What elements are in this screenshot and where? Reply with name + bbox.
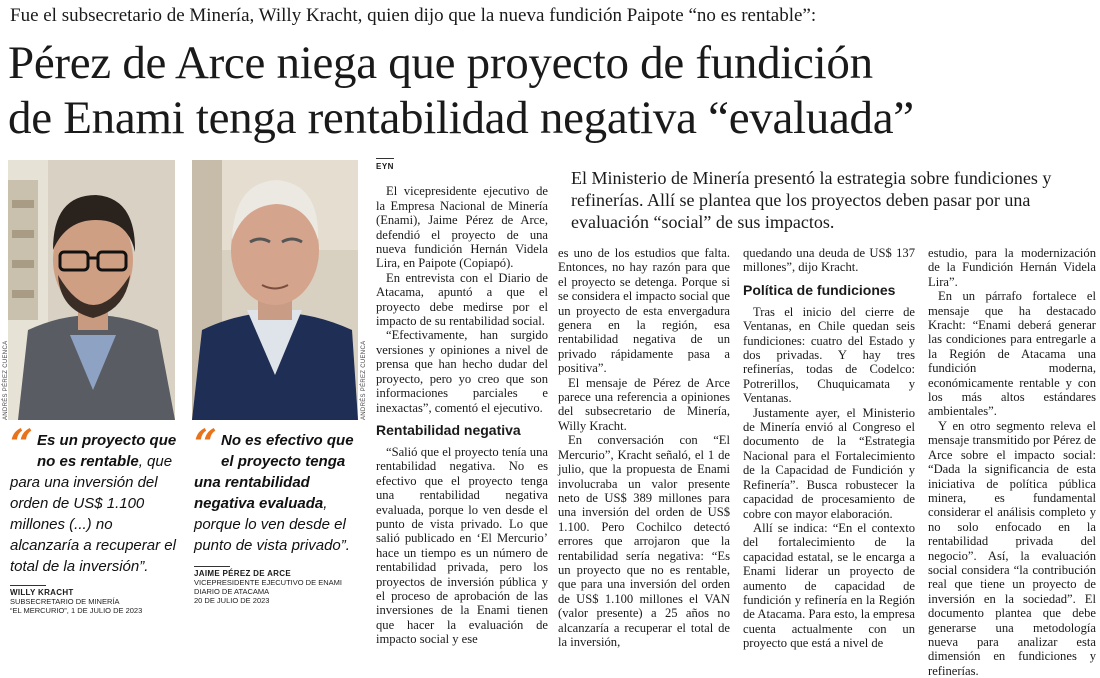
paragraph: “Salió que el proyecto tenía una rentabilidad negativa. No es efectivo que el proyecto tenga una rentabilidad negativa evaluada, porque lo ven desde el punto de vista privado. Lo que salió publicado en ‘El Mercurio’ hace un tiempo es un número de rentabilidad privada, pero los proyectos de inversión pública y el proceso de aprobación de las inversiones de la Enami tienen que hacer la evaluación de impacto social y ese — [376, 444, 548, 647]
paragraph: Y en otro segmento releva el mensaje transmitido por Pérez de Arce sobre el impacto social: “Dada la significancia de esta iniciativa de política pública minera, es fundamental considerar el análisis completo y no solo enfocado en la rentabilidad privada del negocio”. Así, la evaluación social considera “la contribución real que tiene un proyecto de inversión en la sociedad”. El documento plantea que debe generarse una metodología nueva para analizar esta dimensión en fundiciones y refinerías. — [928, 418, 1096, 678]
paragraph: es uno de los estudios que falta. Entonces, no hay razón para que el proyecto se detenga. Porque si se considera el impacto social que un proyecto de esta envergadura genera en la región, esa rentabilidad negativa de un privado rápidamente pasa a positiva”. — [558, 246, 730, 376]
photo-credit-right: ANDRÉS PÉREZ CUENCA — [361, 340, 367, 420]
attribution-name: JAIME PÉREZ DE ARCE — [194, 566, 230, 578]
paragraph: quedando una deuda de US$ 137 millones”, dijo Kracht. — [743, 246, 915, 275]
attribution-name: WILLY KRACHT — [10, 585, 46, 597]
photo-credit-left: ANDRÉS PÉREZ CUENCA — [3, 340, 9, 420]
paragraph: En conversación con “El Mercurio”, Kracht señaló, el 1 de julio, que la propuesta de Enami involucraba un valor presente neto de US$ 389 millones para una inversión del orden de US$ 1.100. Pero Cochilco detectó errores que arrojaron que la rentabilidad sería negativa: “Es un proyecto que no es rentable, que para una inversión del orden de US$ 1.100 millones el VAN (valor presente) a 25 años no alcanzaría a recuperar el total de la inversión, — [558, 433, 730, 649]
quote-bold: No es efectivo que el proyecto tenga una rentabilidad negativa evaluada — [194, 432, 354, 512]
paragraph: Tras el inicio del cierre de Ventanas, en Chile quedan seis fundiciones: cuatro del Estado y dos privadas. Y hay tres refinerías, todas de Codelco: Potrerillos, Chuquicamata y Ventanas. — [743, 304, 915, 406]
quote-text — [10, 421, 178, 577]
attribution-date: 20 DE JULIO DE 2023 — [194, 596, 270, 605]
quote-rest: , que para una inversión del orden de US$ 1.100 millones (...) no alcanzaría a recuperar el total de la inversión”. — [10, 453, 176, 575]
paragraph: “Efectivamente, han surgido versiones y opiniones a nivel de prensa que han hecho dudar del proyecto, pero yo creo que son informaciones parciales e inexactas”, comentó el ejecutivo. — [376, 328, 548, 415]
kicker: Fue el subsecretario de Minería, Willy Kracht, quien dijo que la nueva fundición Paipote “no es rentable”: — [10, 5, 817, 26]
pull-quote-kracht — [10, 421, 178, 615]
attribution-source: DIARIO DE ATACAMA — [194, 587, 270, 596]
paragraph: Allí se indica: “En el contexto del fortalecimiento de la capacidad estatal, se le encarga a Enami liderar un proyecto de aumento de capacidad de fundición y refinería en la Región de Atacama. Para esto, la empresa cuenta actualmente con un proyecto que está a nivel de — [743, 520, 915, 651]
headline-line-2: de Enami tenga rentabilidad negativa “evaluada” — [8, 92, 914, 144]
lead-paragraph: El Ministerio de Minería presentó la estrategia sobre fundiciones y refinerías. Allí se plantea que los proyectos deben pasar por una evaluación “social” de sus impactos. — [571, 168, 1052, 232]
attribution-role: SUBSECRETARIO DE MINERÍA — [10, 597, 120, 606]
headline-line-1: Pérez de Arce niega que proyecto de fundición — [8, 37, 873, 89]
body-column-3 — [743, 246, 915, 651]
quote-mark-icon: “ — [10, 421, 34, 468]
paragraph: En entrevista con el Diario de Atacama, apuntó a que el proyecto debe medirse por el impacto de su rentabilidad social. — [376, 270, 548, 329]
subhead-politica: Política de fundiciones — [743, 281, 896, 298]
body-column-1 — [376, 158, 548, 647]
attribution-source: “EL MERCURIO”, 1 DE JULIO DE 2023 — [10, 606, 143, 615]
paragraph: Justamente ayer, el Ministerio de Minería envió al Congreso el documento de la “Estrategia Nacional para el Fortalecimiento de la Capacidad de Fundición y Refinería”. Busca robustecer la capacidad de procesamiento de cobre con mayor elaboración. — [743, 405, 915, 521]
paragraph: El vicepresidente ejecutivo de la Empresa Nacional de Minería (Enami), Jaime Pérez de Arce, defendió el proyecto de una nueva fundición Hernán Videla Lira, en Paipote (Copiapó). — [376, 184, 548, 271]
paragraph: En un párrafo fortalece el mensaje que ha destacado Kracht: “Enami deberá generar las condiciones para entregarle a la Región de Atacama una fundición moderna, económicamente rentable y con los más altos estándares ambientales”. — [928, 289, 1096, 419]
body-column-4 — [928, 246, 1096, 678]
paragraph: El mensaje de Pérez de Arce parece una referencia a opiniones del subsecretario de Minería, Willy Kracht. — [558, 375, 730, 433]
quote-text — [194, 421, 362, 556]
headline — [8, 36, 1098, 146]
quote-rest: , porque lo ven desde el punto de vista privado”. — [194, 495, 350, 554]
subhead-rentabilidad: Rentabilidad negativa — [376, 421, 521, 438]
pull-quote-perez-de-arce — [194, 421, 362, 605]
photo-jaime-perez-de-arce — [192, 160, 358, 420]
quote-mark-icon: “ — [194, 421, 218, 468]
attribution-role: VICEPRESIDENTE EJECUTIVO DE ENAMI — [194, 578, 342, 587]
quote-bold: Es un proyecto que no es rentable — [37, 432, 177, 470]
byline: EYN — [376, 158, 394, 174]
body-column-2 — [558, 246, 730, 649]
photo-willy-kracht — [8, 160, 175, 420]
paragraph: estudio, para la modernización de la Fundición Hernán Videla Lira”. — [928, 246, 1096, 289]
